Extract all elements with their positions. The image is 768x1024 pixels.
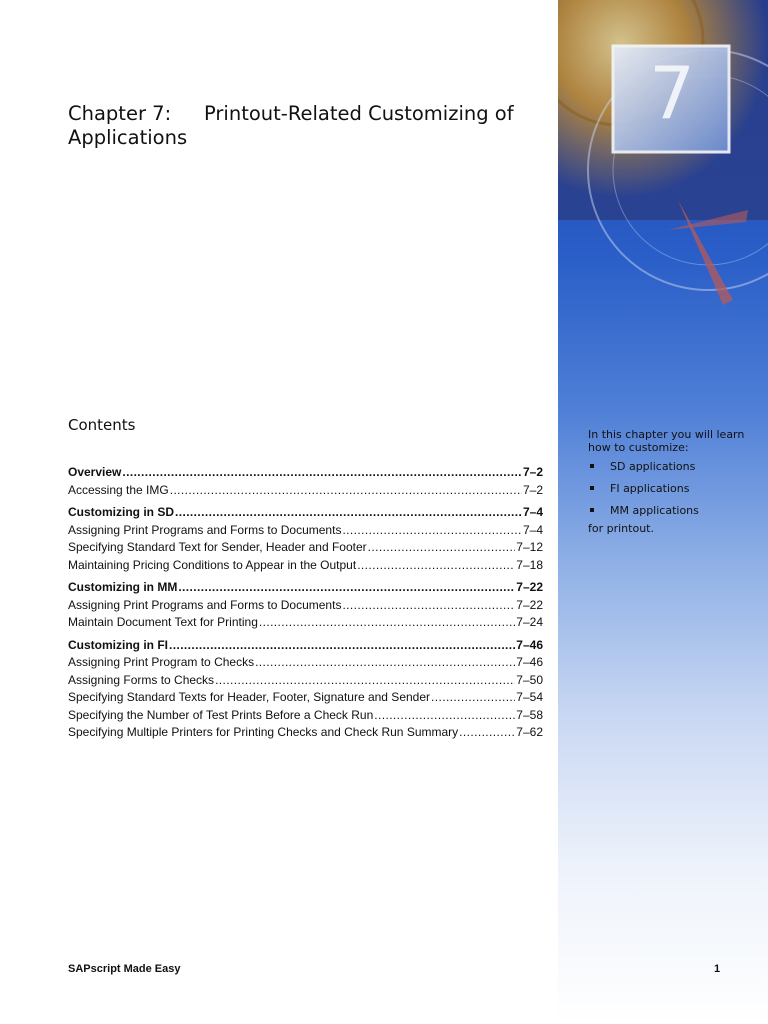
toc-leader-dots xyxy=(368,539,516,557)
toc-leader-dots xyxy=(374,707,515,725)
chapter-title-line2: Applications xyxy=(68,126,188,149)
learning-objectives xyxy=(588,428,758,535)
toc-page-number: 7–24 xyxy=(516,615,543,629)
toc-page-number: 7–22 xyxy=(516,597,543,612)
toc-page-number: 7–2 xyxy=(522,465,543,479)
toc-page-number: 7–50 xyxy=(516,672,543,687)
learning-item: MM applications xyxy=(588,504,758,526)
toc-entry-title: Assigning Print Programs and Forms to Documents xyxy=(68,597,342,612)
toc-entry-title: Maintain Document Text for Printing xyxy=(68,615,258,629)
toc-leader-dots xyxy=(170,482,522,500)
chapter-number: 7 xyxy=(649,51,695,135)
toc-entry xyxy=(68,614,543,632)
toc-page-number: 7–4 xyxy=(522,522,543,537)
toc-page-number: 7–12 xyxy=(516,540,543,554)
toc-entry-title: Maintaining Pricing Conditions to Appear in the Output xyxy=(68,557,357,572)
toc-leader-dots xyxy=(122,464,522,482)
chapter-title-line1: Printout-Related Customizing of xyxy=(204,102,514,125)
toc-entry-title: Specifying Multiple Printers for Printing Checks and Check Run Summary xyxy=(68,725,459,739)
toc-leader-dots xyxy=(342,597,515,615)
toc-leader-dots xyxy=(215,672,515,690)
toc-leader-dots xyxy=(178,579,515,597)
toc-entry-title: Specifying Standard Texts for Header, Footer, Signature and Sender xyxy=(68,690,431,704)
learning-outro: for printout. xyxy=(588,522,654,535)
toc-leader-dots xyxy=(255,654,515,672)
toc-entry-title: Assigning Forms to Checks xyxy=(68,672,215,687)
toc-entry-title: Customizing in FI xyxy=(68,637,168,652)
toc-section-entry xyxy=(68,579,543,597)
toc-entry-title: Overview xyxy=(68,465,122,479)
toc-page-number: 7–54 xyxy=(516,690,543,704)
toc-entry xyxy=(68,482,543,500)
toc-entry xyxy=(68,689,543,707)
contents-heading: Contents xyxy=(68,416,136,434)
toc-entry-title: Customizing in SD xyxy=(68,505,174,519)
toc-entry-title: Assigning Print Program to Checks xyxy=(68,655,255,669)
learning-item: SD applications xyxy=(588,460,758,482)
toc-entry xyxy=(68,654,543,672)
toc-entry xyxy=(68,539,543,557)
toc-leader-dots xyxy=(342,522,522,540)
toc-page-number: 7–58 xyxy=(516,707,543,722)
toc-section-entry xyxy=(68,637,543,655)
toc-leader-dots xyxy=(357,557,515,575)
toc-leader-dots xyxy=(169,637,515,655)
toc-page-number: 7–62 xyxy=(516,725,543,739)
toc-leader-dots xyxy=(431,689,515,707)
learning-intro: In this chapter you will learn how to customize: xyxy=(588,428,745,454)
footer-page-number: 1 xyxy=(714,963,721,975)
toc-entry-title: Assigning Print Programs and Forms to Documents xyxy=(68,522,342,537)
toc-leader-dots xyxy=(459,724,515,742)
footer-book-title: SAPscript Made Easy xyxy=(68,963,181,975)
table-of-contents xyxy=(68,464,543,742)
chapter-title xyxy=(68,102,548,150)
toc-entry xyxy=(68,597,543,615)
toc-entry xyxy=(68,557,543,575)
toc-page-number: 7–18 xyxy=(516,557,543,572)
toc-entry-title: Specifying Standard Text for Sender, Header and Footer xyxy=(68,540,367,554)
toc-entry-title: Customizing in MM xyxy=(68,580,178,594)
toc-leader-dots xyxy=(259,614,515,632)
toc-page-number: 7–46 xyxy=(516,637,543,652)
toc-entry-title: Accessing the IMG xyxy=(68,482,169,497)
toc-entry-title: Specifying the Number of Test Prints Before a Check Run xyxy=(68,707,374,722)
toc-section-entry xyxy=(68,504,543,522)
toc-page-number: 7–22 xyxy=(516,580,543,594)
toc-leader-dots xyxy=(175,504,522,522)
chapter-label: Chapter 7: xyxy=(68,102,172,125)
learning-item: FI applications xyxy=(588,482,758,504)
toc-entry xyxy=(68,522,543,540)
toc-page-number: 7–46 xyxy=(516,655,543,669)
toc-entry xyxy=(68,707,543,725)
toc-page-number: 7–2 xyxy=(522,482,543,497)
toc-entry xyxy=(68,724,543,742)
toc-entry xyxy=(68,672,543,690)
toc-section-entry xyxy=(68,464,543,482)
toc-page-number: 7–4 xyxy=(522,505,543,519)
